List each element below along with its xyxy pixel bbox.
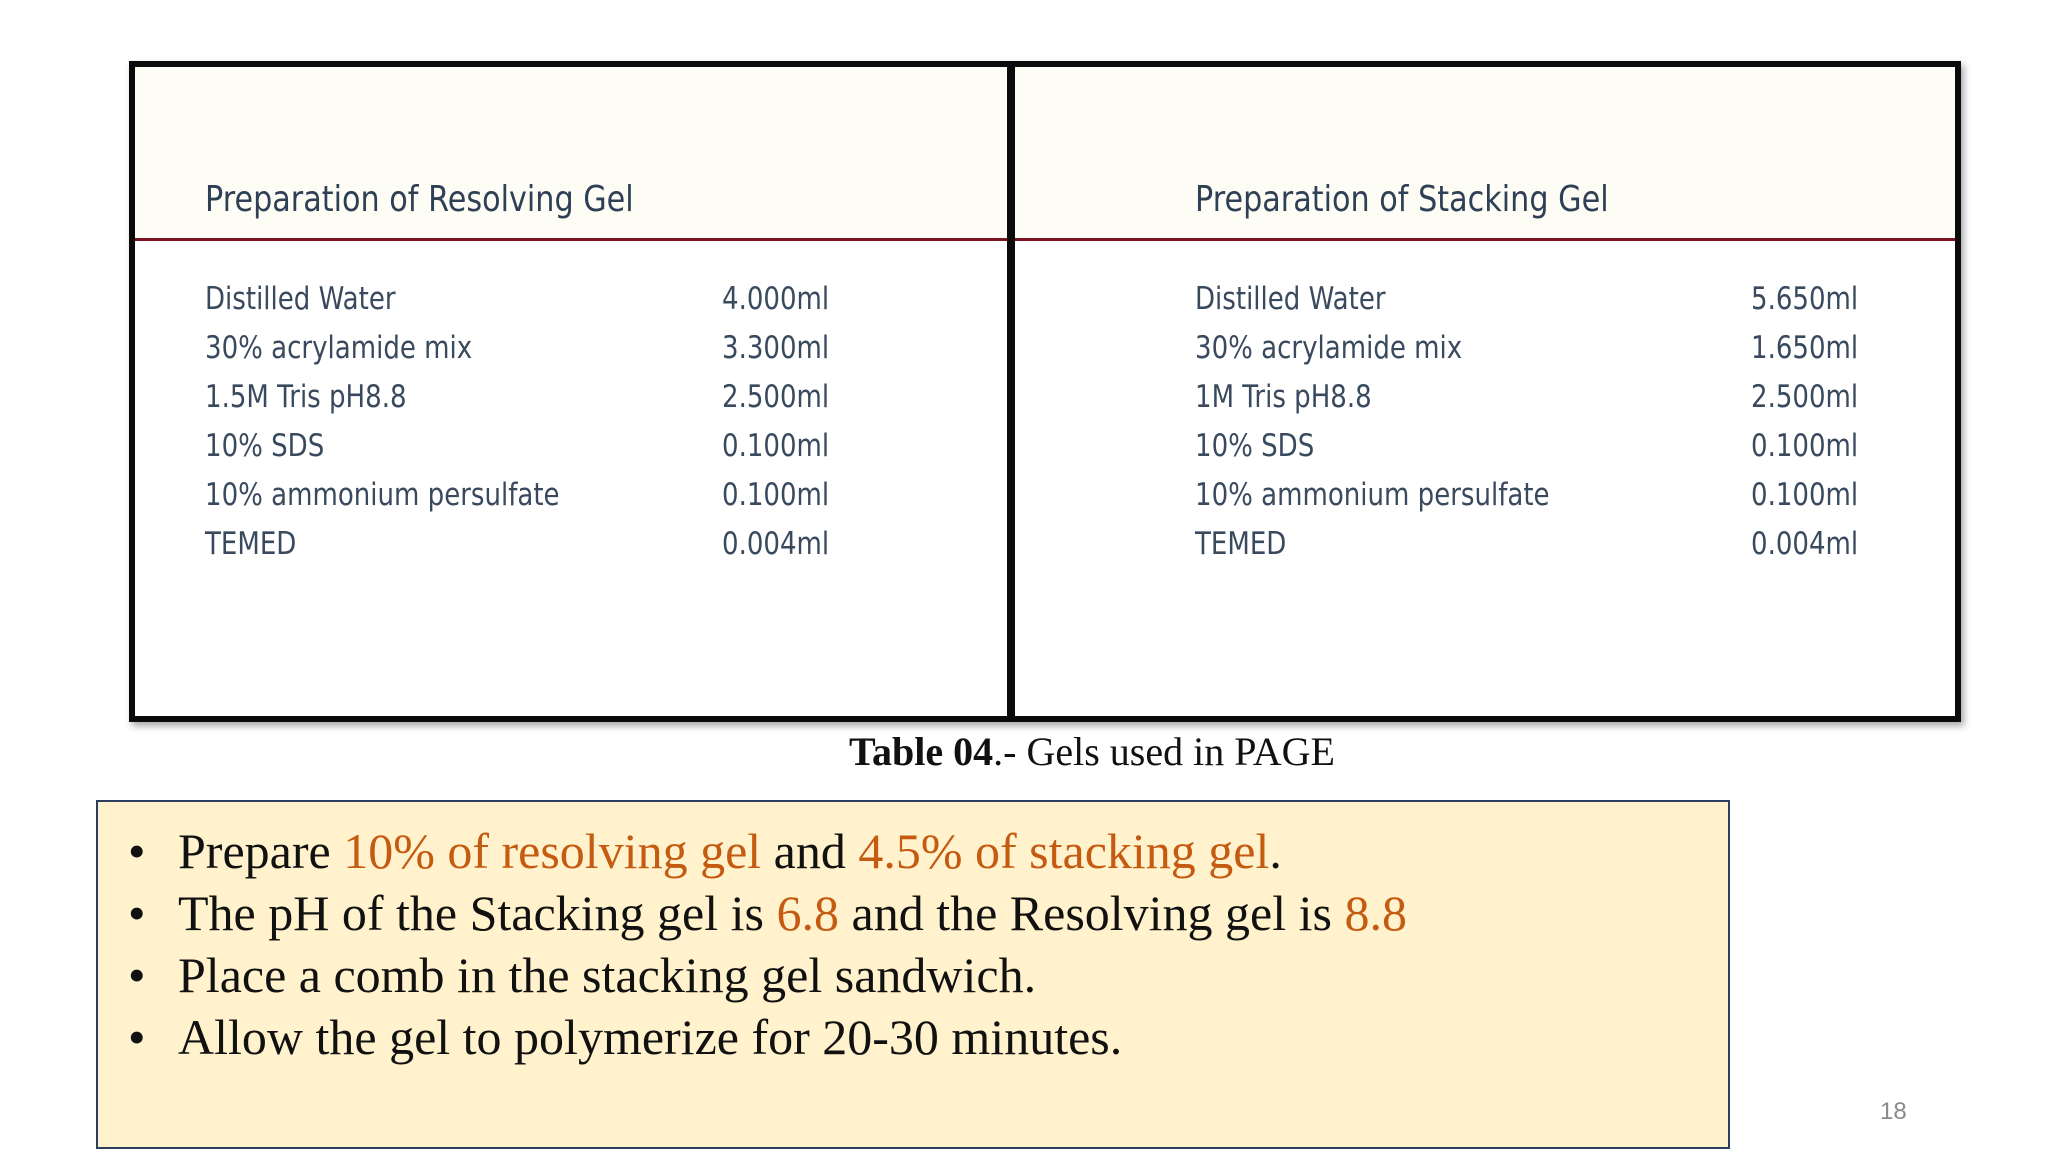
reagent-name: TEMED — [1195, 526, 1287, 562]
page-number: 18 — [1880, 1098, 1907, 1125]
reagent-name: 30% acrylamide mix — [205, 330, 473, 366]
stacking-gel-panel — [1015, 67, 1955, 716]
list-item — [128, 944, 1407, 1006]
reagent-name: 10% ammonium persulfate — [205, 477, 560, 513]
table-caption — [0, 728, 2048, 775]
stacking-gel-header — [1015, 67, 1955, 241]
reagent-name: 10% SDS — [205, 428, 325, 464]
bullet-icon: • — [128, 823, 146, 879]
reagent-name: 10% ammonium persulfate — [1195, 477, 1550, 513]
note-text: . — [1269, 823, 1282, 879]
stacking-gel-title: Preparation of Stacking Gel — [1195, 179, 1609, 220]
list-item — [128, 820, 1407, 882]
note-text: Allow the gel to polymerize for 20-30 minutes. — [178, 1009, 1123, 1065]
bullet-icon: • — [128, 1009, 146, 1065]
table-row — [1015, 428, 1955, 477]
resolving-gel-header — [135, 67, 1007, 241]
table-row — [135, 428, 1007, 477]
table-row — [135, 281, 1007, 330]
reagent-amount: 0.100ml — [1751, 428, 1859, 464]
reagent-amount: 3.300ml — [722, 330, 830, 366]
table-row — [1015, 477, 1955, 526]
table-row — [135, 526, 1007, 575]
bullet-icon: • — [128, 885, 146, 941]
instructions-box — [96, 800, 1730, 1149]
reagent-amount: 0.004ml — [1751, 526, 1859, 562]
note-text: Prepare — [178, 823, 344, 879]
list-item — [128, 1006, 1407, 1068]
reagent-amount: 0.100ml — [1751, 477, 1859, 513]
resolving-gel-rows — [135, 281, 1007, 575]
table-row — [1015, 330, 1955, 379]
reagent-name: Distilled Water — [1195, 281, 1386, 317]
table-row — [1015, 379, 1955, 428]
reagent-name: 30% acrylamide mix — [1195, 330, 1463, 366]
reagent-name: 1.5M Tris pH8.8 — [205, 379, 407, 415]
reagent-amount: 5.650ml — [1751, 281, 1859, 317]
table-row — [135, 379, 1007, 428]
reagent-amount: 0.004ml — [722, 526, 830, 562]
bullet-icon: • — [128, 947, 146, 1003]
reagent-name: 1M Tris pH8.8 — [1195, 379, 1372, 415]
stacking-gel-rows — [1015, 281, 1955, 575]
note-text: and the Resolving gel is — [839, 885, 1345, 941]
note-highlight: 6.8 — [776, 885, 839, 941]
reagent-amount: 4.000ml — [722, 281, 830, 317]
reagent-amount: 0.100ml — [722, 477, 830, 513]
reagent-amount: 2.500ml — [722, 379, 830, 415]
note-highlight: 10% of resolving gel — [343, 823, 762, 879]
table-row — [135, 477, 1007, 526]
table-row — [1015, 526, 1955, 575]
note-text: and — [761, 823, 859, 879]
note-text: The pH of the Stacking gel is — [178, 885, 777, 941]
resolving-gel-title: Preparation of Resolving Gel — [205, 179, 634, 220]
note-highlight: 8.8 — [1344, 885, 1407, 941]
reagent-name: Distilled Water — [205, 281, 396, 317]
caption-label: Table 04 — [849, 729, 994, 774]
reagent-amount: 2.500ml — [1751, 379, 1859, 415]
reagent-name: TEMED — [205, 526, 297, 562]
table-row — [1015, 281, 1955, 330]
table-row — [135, 330, 1007, 379]
instructions-list — [128, 820, 1407, 1068]
list-item — [128, 882, 1407, 944]
reagent-name: 10% SDS — [1195, 428, 1315, 464]
resolving-gel-panel — [135, 67, 1015, 716]
note-text: Place a comb in the stacking gel sandwich. — [178, 947, 1037, 1003]
reagent-amount: 0.100ml — [722, 428, 830, 464]
reagent-amount: 1.650ml — [1751, 330, 1859, 366]
note-highlight: 4.5% of stacking gel — [858, 823, 1270, 879]
gel-preparation-table — [129, 61, 1961, 722]
caption-text: .- Gels used in PAGE — [993, 729, 1335, 774]
